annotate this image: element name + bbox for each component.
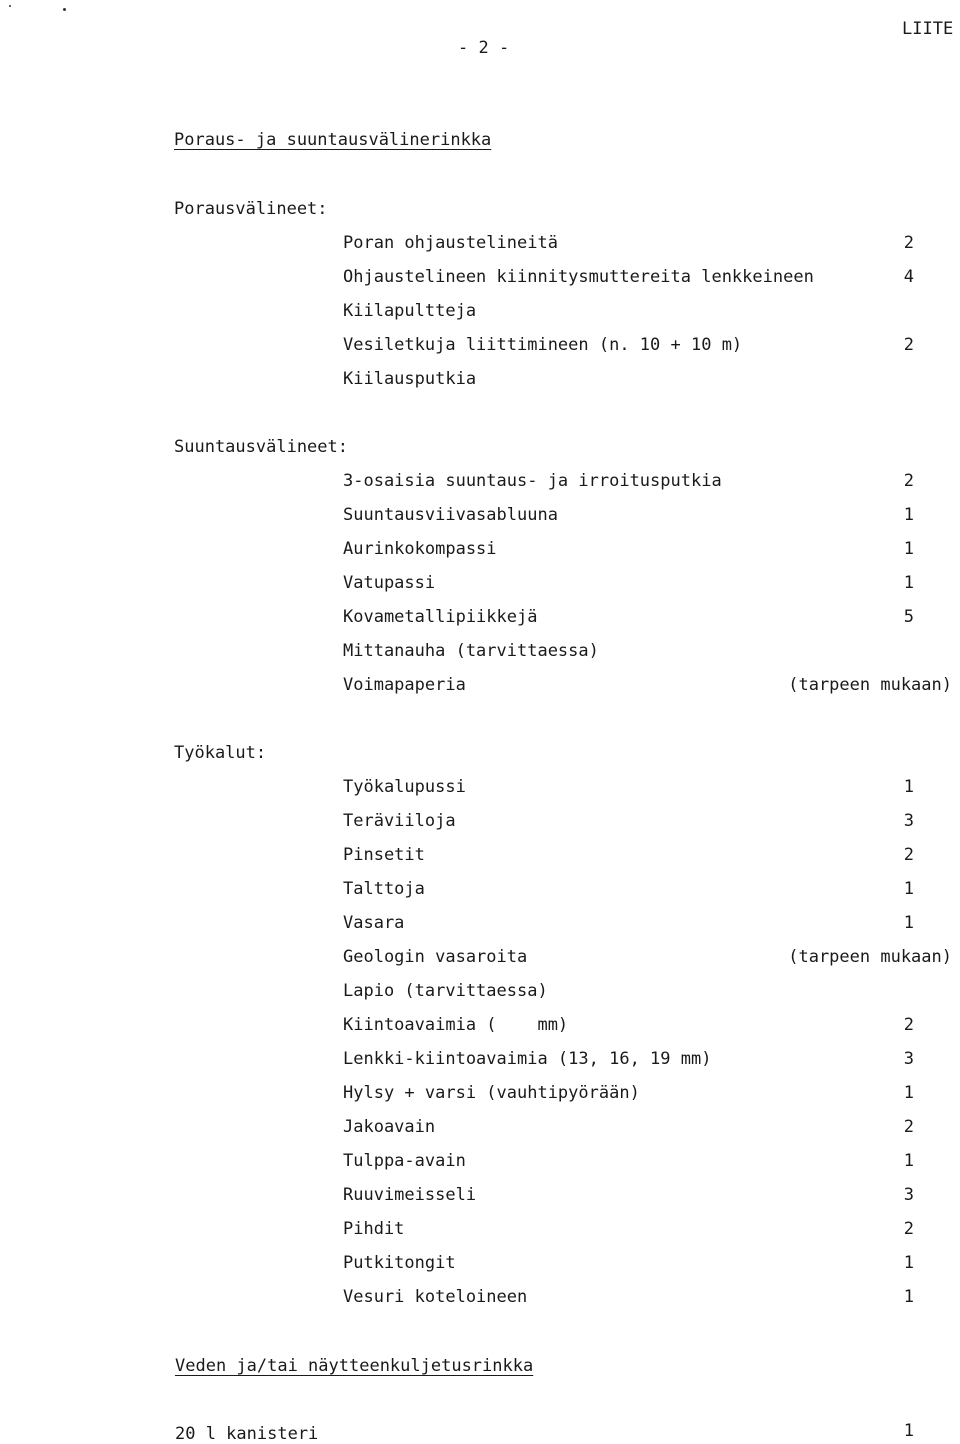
list-item-qty: 1 <box>903 1151 914 1171</box>
list-item-qty: 1 <box>903 1083 914 1103</box>
list-item-name: Poran ohjaustelineitä <box>343 233 558 253</box>
appendix-label: LIITE <box>902 19 954 39</box>
list-item-qty: 2 <box>903 335 914 355</box>
list-item-qty: 2 <box>903 1117 914 1137</box>
list-item-name: Kovametallipiikkejä <box>343 607 538 627</box>
list-item-name: Putkitongit <box>343 1253 456 1273</box>
list-item-name: Kiilapultteja <box>343 301 477 321</box>
list-item-name: 20 l kanisteri <box>175 1424 319 1444</box>
list-item-name: Jakoavain <box>343 1117 436 1137</box>
list-item-name: Kiilausputkia <box>343 369 477 389</box>
list-item-qty: 1 <box>903 1421 914 1441</box>
list-item-qty: 1 <box>903 879 914 899</box>
scan-speck <box>9 5 11 7</box>
scan-speck <box>63 8 66 11</box>
list-item-qty: 1 <box>903 505 914 525</box>
list-item-name: Vesuri koteloineen <box>343 1287 528 1307</box>
list-item-qty: (tarpeen mukaan) <box>788 947 952 967</box>
list-item-name: Teräviiloja <box>343 811 456 831</box>
page-number: - 2 - <box>458 38 510 58</box>
list-item-qty: (tarpeen mukaan) <box>788 675 952 695</box>
list-item-name: Lapio (tarvittaessa) <box>343 981 548 1001</box>
list-item-name: Työkalupussi <box>343 777 466 797</box>
list-item-name: Aurinkokompassi <box>343 539 497 559</box>
list-item-qty: 2 <box>903 471 914 491</box>
list-item-name: Kiintoavaimia ( mm) <box>343 1015 569 1035</box>
list-item-name: Voimapaperia <box>343 675 466 695</box>
list-item-name: Hylsy + varsi (vauhtipyörään) <box>343 1083 640 1103</box>
section-title-water: Veden ja/tai näytteenkuljetusrinkka <box>175 1356 534 1376</box>
list-item-name: Pihdit <box>343 1219 405 1239</box>
group-label-tools: Työkalut: <box>174 743 267 763</box>
list-item-name: Mittanauha (tarvittaessa) <box>343 641 599 661</box>
list-item-name: Vatupassi <box>343 573 436 593</box>
list-item-name: Vesiletkuja liittimineen (n. 10 + 10 m) <box>343 335 743 355</box>
list-item-qty: 1 <box>903 1287 914 1307</box>
list-item-qty: 3 <box>903 1049 914 1069</box>
list-item-name: Talttoja <box>343 879 425 899</box>
list-item-qty: 1 <box>903 539 914 559</box>
list-item-name: Vasara <box>343 913 405 933</box>
list-item-qty: 5 <box>903 607 914 627</box>
list-item-qty: 1 <box>903 777 914 797</box>
list-item-name: Lenkki-kiintoavaimia (13, 16, 19 mm) <box>343 1049 712 1069</box>
list-item-name: Suuntausviivasabluuna <box>343 505 558 525</box>
list-item-qty: 3 <box>903 1185 914 1205</box>
list-item-qty: 2 <box>903 1219 914 1239</box>
list-item-qty: 2 <box>903 845 914 865</box>
group-label-orientation-equipment: Suuntausvälineet: <box>174 437 348 457</box>
list-item-name: Pinsetit <box>343 845 425 865</box>
list-item-qty: 1 <box>903 913 914 933</box>
list-item-qty: 2 <box>903 1015 914 1035</box>
list-item-name: Ohjaustelineen kiinnitysmuttereita lenkkeineen <box>343 267 814 287</box>
list-item-name: 3-osaisia suuntaus- ja irroitusputkia <box>343 471 722 491</box>
list-item-qty: 1 <box>903 1253 914 1273</box>
list-item-name: Geologin vasaroita <box>343 947 528 967</box>
list-item-name: Tulppa-avain <box>343 1151 466 1171</box>
list-item-qty: 4 <box>903 267 914 287</box>
list-item-qty: 3 <box>903 811 914 831</box>
group-label-drilling-equipment: Porausvälineet: <box>174 199 328 219</box>
list-item-qty: 1 <box>903 573 914 593</box>
list-item-qty: 2 <box>903 233 914 253</box>
section-title-drilling: Poraus- ja suuntausvälinerinkka <box>174 130 492 150</box>
list-item-name: Ruuvimeisseli <box>343 1185 477 1205</box>
